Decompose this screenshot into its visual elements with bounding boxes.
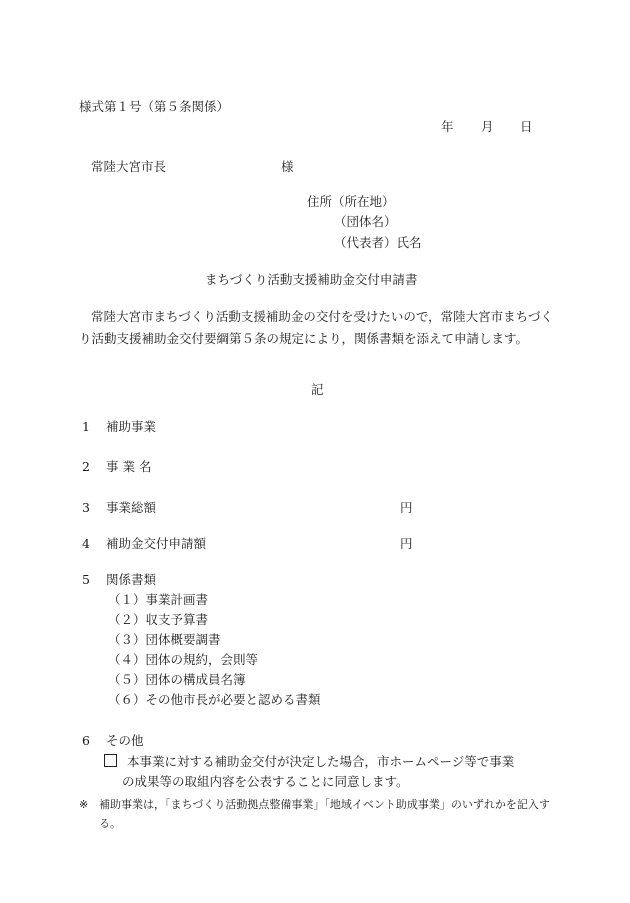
item-3-number: 3 — [82, 500, 90, 515]
item-5-number: 5 — [82, 572, 90, 587]
agreement-line-1 — [104, 752, 552, 772]
date-month-label: 月 — [481, 119, 494, 134]
applicant-rep-label: （代表者）氏名 — [334, 235, 422, 250]
item-4-number: 4 — [82, 536, 90, 551]
body-paragraph: 常陸大宮市まちづくり活動支援補助金の交付を受けたいので，常陸大宮市まちづくり活動支援補助金交付要綱第５条の規定により，関係書類を添えて申請します。 — [79, 309, 554, 346]
date-day-label: 日 — [520, 119, 533, 134]
addressee-name: 常陸大宮市長 — [91, 159, 167, 174]
agreement-checkbox[interactable] — [104, 754, 117, 767]
agreement-statement — [104, 752, 552, 792]
item-2-label: 事 業 名 — [106, 459, 152, 474]
applicant-group-label: （団体名） — [334, 214, 397, 229]
item-4-unit: 円 — [400, 536, 413, 551]
item-3-label: 事業総額 — [106, 500, 157, 515]
note-text: 補助事業は，「まちづくり活動拠点整備事業」「地域イベント助成事業」のいずれかを記入する。 — [99, 798, 550, 830]
addressee-honorific: 様 — [281, 159, 294, 174]
ki-heading: 記 — [311, 382, 324, 397]
item-6-number: 6 — [82, 733, 90, 748]
doc-list-item: （１）事業計画書 — [108, 592, 209, 607]
note-mark: ※ — [79, 798, 89, 811]
applicant-address-label: 住所（所在地） — [307, 194, 395, 209]
item-6-label: その他 — [106, 733, 144, 748]
doc-list-item: （２）収支予算書 — [108, 612, 209, 627]
agreement-text-1: 本事業に対する補助金交付が決定した場合，市ホームページ等で事業 — [127, 754, 515, 769]
doc-list-item: （３）団体概要調書 — [108, 632, 221, 647]
date-year-label: 年 — [441, 119, 454, 134]
doc-list-item: （５）団体の構成員名簿 — [108, 672, 246, 687]
form-number: 様式第１号（第５条関係） — [79, 99, 230, 114]
item-1-label: 補助事業 — [106, 419, 157, 434]
page-title: まちづくり活動支援補助金交付申請書 — [205, 272, 418, 287]
item-5-label: 関係書類 — [106, 572, 157, 587]
item-2-number: 2 — [82, 459, 90, 474]
item-4-label: 補助金交付申請額 — [106, 536, 207, 551]
item-1-number: 1 — [82, 419, 90, 434]
footnote — [79, 795, 557, 833]
doc-list-item: （４）団体の規約，会則等 — [108, 652, 259, 667]
doc-list-item: （６）その他市長が必要と認める書類 — [108, 692, 321, 707]
agreement-text-2: の成果等の取組内容を公表することに同意します。 — [122, 774, 409, 789]
item-3-unit: 円 — [400, 500, 413, 515]
